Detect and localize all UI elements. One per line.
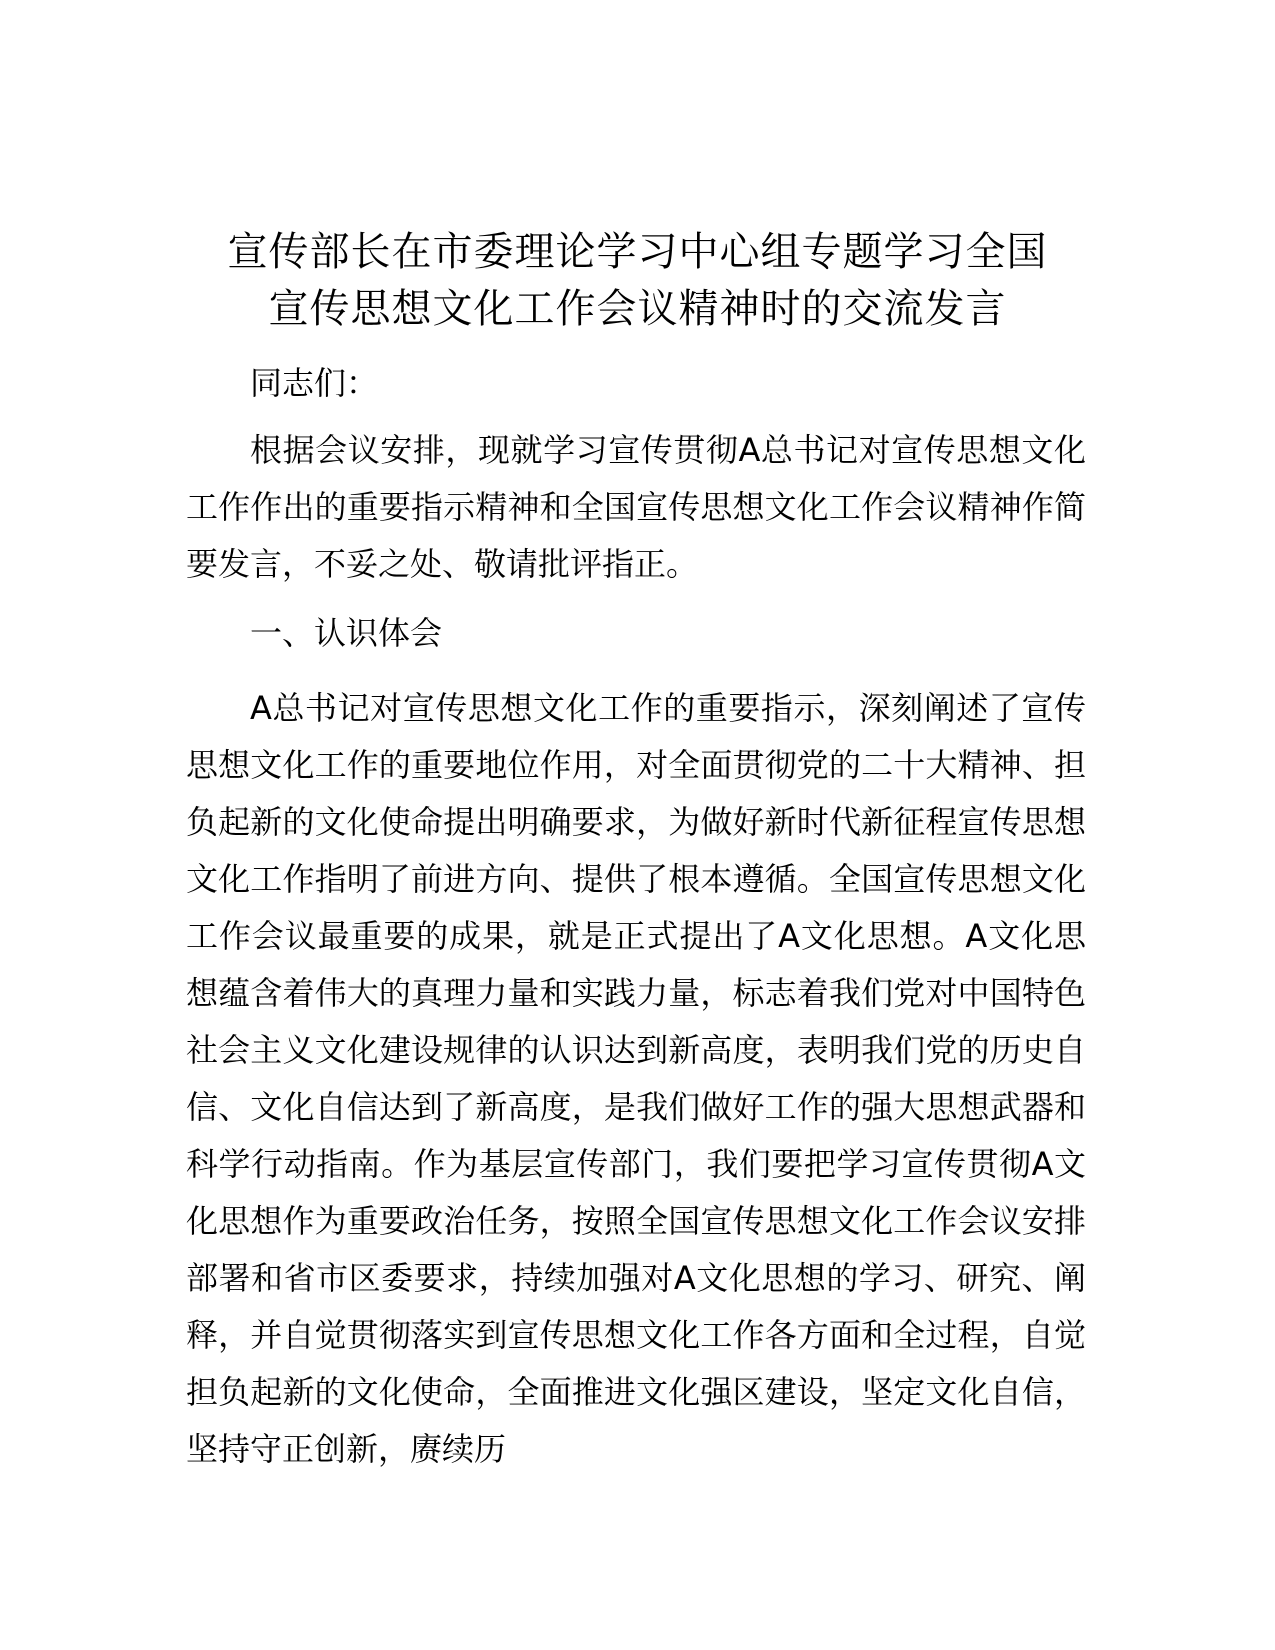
greeting: 同志们： <box>250 364 379 402</box>
document-title <box>180 224 1095 338</box>
document-title-line-1: 宣传部长在市委理论学习中心组专题学习全国 <box>227 229 1048 275</box>
intro-paragraph: 根据会议安排，现就学习宣传贯彻A总书记对宣传思想文化工作作出的重要指示精神和全国宣传思想文化工作会议精神作简要发言，不妥之处、敬请批评指正。 <box>186 431 1086 583</box>
body-paragraph: A总书记对宣传思想文化工作的重要指示，深刻阐述了宣传思想文化工作的重要地位作用，对全面贯彻党的二十大精神、担负起新的文化使命提出明确要求，为做好新时代新征程宣传思想文化工作指明了前进方向、提供了根本遵循。全国宣传思想文化工作会议最重要的成果，就是正式提出了A文化思想。A文化思想蕴含着伟大的真理力量和实践力量，标志着我们党对中国特色社会主义文化建设规律的认识达到新高度，表明我们党的历史自信、文化自信达到了新高度，是我们做好工作的强大思想武器和科学行动指南。作为基层宣传部门，我们要把学习宣传贯彻A文化思想作为重要政治任务，按照全国宣传思想文化工作会议安排部署和省市区委要求，持续加强对A文化思想的学习、研究、阐释，并自觉贯彻落实到宣传思想文化工作各方面和全过程，自觉担负起新的文化使命，全面推进文化强区建设，坚定文化自信，坚持守正创新，赓续历 <box>186 689 1086 1468</box>
section-heading: 一、认识体会 <box>250 614 443 652</box>
document-title-line-2: 宣传思想文化工作会议精神时的交流发言 <box>268 286 1007 332</box>
